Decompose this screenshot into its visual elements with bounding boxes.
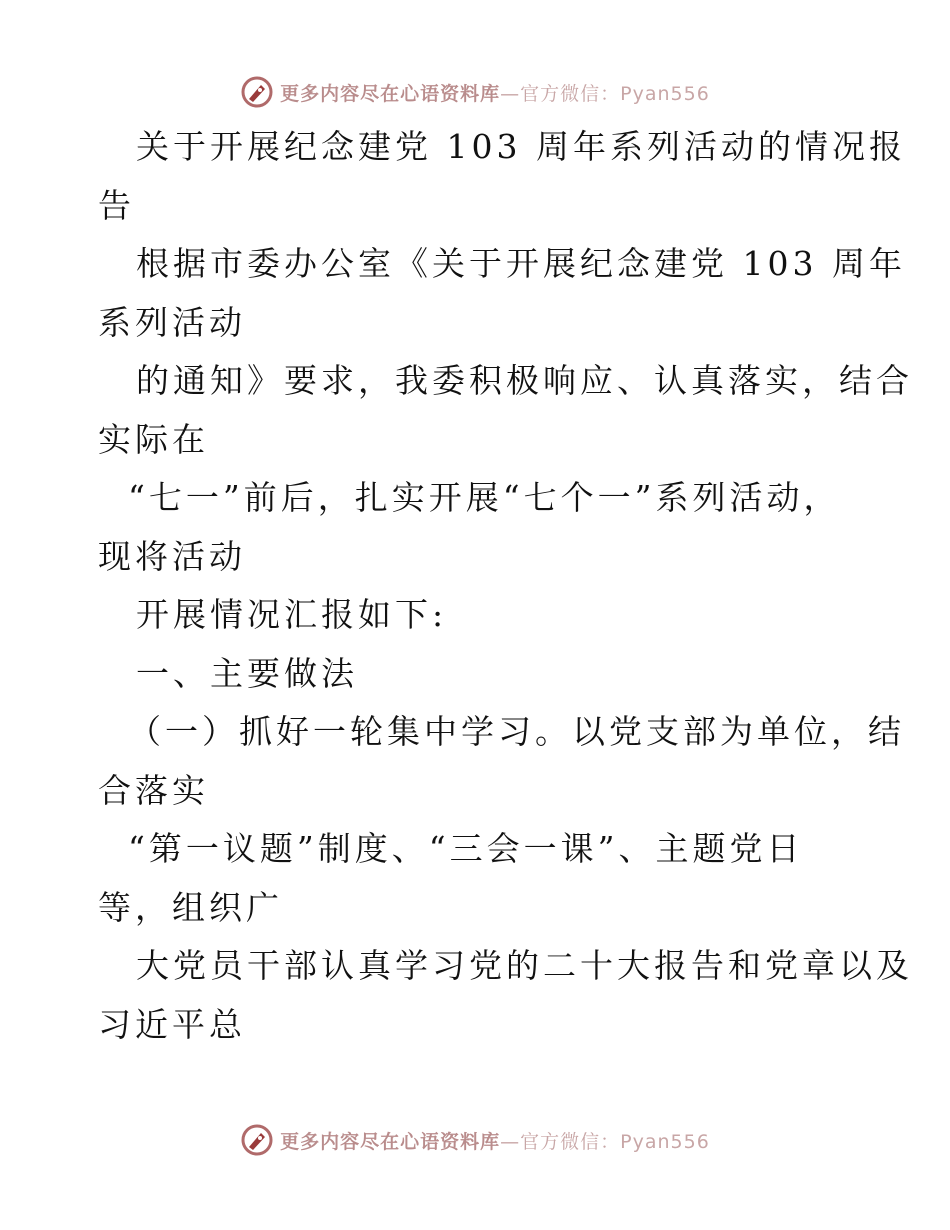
header-watermark: [0, 72, 950, 112]
paragraph-line: 现将活动: [98, 536, 246, 576]
pen-nib-logo-icon: [240, 1123, 274, 1157]
watermark-contact: —官方微信：Pyan556: [500, 82, 710, 105]
paragraph-line: 的通知》要求，我委积极响应、认真落实，结合: [136, 361, 913, 400]
paragraph-line: 根据市委办公室《关于开展纪念建党 103 周年: [136, 244, 906, 283]
paragraph-line: 合落实: [98, 770, 209, 810]
watermark-text: [280, 1127, 710, 1154]
watermark-contact: —官方微信：Pyan556: [500, 1130, 710, 1153]
footer-watermark: [0, 1120, 950, 1160]
paragraph-line: “七一”前后，扎实开展“七个一”系列活动，: [128, 478, 841, 517]
paragraph-line: 大党员干部认真学习党的二十大报告和党章以及: [136, 946, 913, 985]
paragraph-line: 系列活动: [98, 302, 246, 342]
document-title-line-2: 告: [98, 185, 135, 225]
paragraph-line: 开展情况汇报如下:: [136, 595, 448, 634]
watermark-brand: 更多内容尽在心语资料库: [280, 1130, 501, 1153]
subsection-heading-line: （一）抓好一轮集中学习。以党支部为单位，结: [128, 712, 905, 751]
paragraph-line: 实际在: [98, 419, 209, 459]
watermark-brand: 更多内容尽在心语资料库: [280, 82, 501, 105]
watermark-text: [280, 79, 710, 106]
paragraph-line: 等，组织广: [98, 887, 283, 927]
section-heading: 一、主要做法: [136, 653, 358, 693]
document-body: [98, 118, 913, 1054]
paragraph-line: 习近平总: [98, 1004, 246, 1044]
paragraph-line: “第一议题”制度、“三会一课”、主题党日: [128, 829, 804, 868]
pen-nib-logo-icon: [240, 75, 274, 109]
document-title-line-1: 关于开展纪念建党 103 周年系列活动的情况报: [136, 127, 906, 166]
